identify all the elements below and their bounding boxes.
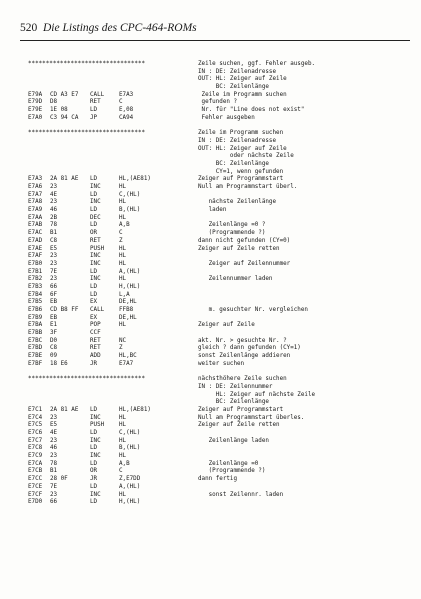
- listing-line: [28, 422, 413, 430]
- comment: sonst Zeilenlänge addieren: [198, 353, 291, 360]
- listing-line: [28, 99, 413, 107]
- address: E7A0: [28, 114, 43, 121]
- mnemonic: JP: [90, 114, 98, 121]
- hex-bytes: 09: [50, 353, 58, 360]
- address: E7A3: [28, 176, 43, 183]
- comment: nächste Zeilenlänge: [198, 199, 277, 206]
- address: E7C6: [28, 430, 43, 436]
- operand: A,B: [119, 222, 130, 229]
- address: E7BB: [28, 330, 43, 337]
- page-header: [20, 22, 410, 34]
- mnemonic: CCF: [90, 330, 101, 337]
- listing-line: [28, 492, 413, 500]
- comment: Zeilenlänge =0 ?: [198, 222, 266, 229]
- mnemonic: LD: [90, 445, 98, 452]
- operand: Z: [119, 345, 123, 352]
- section-title: Zeile im Programm suchen: [198, 130, 284, 137]
- comment: laden: [198, 207, 227, 214]
- operand: HL: [119, 199, 127, 206]
- comment: Fehler ausgeben: [198, 114, 255, 121]
- operand: B,(HL): [119, 207, 141, 214]
- address: E7B5: [28, 299, 43, 306]
- address: E7B0: [28, 260, 43, 267]
- comment: Zeiger auf Zeile retten: [198, 422, 280, 429]
- mnemonic: EX: [90, 314, 98, 321]
- comment: Zeiger auf Programmstart: [198, 176, 284, 183]
- comment: Zeiger auf Zeilennummer: [198, 260, 291, 267]
- mnemonic: JR: [90, 360, 98, 367]
- operand: E7A7: [119, 360, 134, 367]
- mnemonic: EX: [90, 299, 98, 306]
- comment: Zeiger auf Zeile: [198, 322, 255, 329]
- mnemonic: OR: [90, 468, 98, 475]
- address: E7CB: [28, 468, 43, 475]
- interface-note: IN : DE: Zeilenadresse: [198, 137, 277, 144]
- address: E7AF: [28, 253, 43, 260]
- address: E7CC: [28, 476, 43, 483]
- mnemonic: INC: [90, 414, 101, 421]
- comment: Zeilennummer laden: [198, 276, 273, 283]
- hex-bytes: 23: [50, 260, 58, 267]
- interface-note: IN : DE: Zeilenadresse: [198, 68, 277, 75]
- comment: Nr. für "Line does not exist": [198, 107, 305, 114]
- address: E7BA: [28, 322, 43, 329]
- operand: A,(HL): [119, 268, 141, 275]
- listing-line: [28, 438, 413, 446]
- listing-line: [28, 461, 413, 469]
- hex-bytes: 78: [50, 460, 58, 467]
- mnemonic: INC: [90, 276, 101, 283]
- operand: H,(HL): [119, 499, 141, 506]
- hex-bytes: 1E 08: [50, 107, 68, 114]
- mnemonic: INC: [90, 260, 101, 267]
- listing-line: [28, 338, 413, 346]
- comment: Zeiger auf Zeile retten: [198, 245, 280, 252]
- section-header-line: [28, 376, 413, 384]
- mnemonic: PUSH: [90, 422, 105, 429]
- address: E7A6: [28, 184, 43, 190]
- hex-bytes: 78: [50, 222, 58, 229]
- hex-bytes: 3F: [50, 330, 58, 337]
- hex-bytes: 23: [50, 253, 58, 260]
- interface-note: OUT: HL: Zeiger auf Zeile: [198, 145, 287, 152]
- operand: Z: [119, 237, 123, 244]
- mnemonic: LD: [90, 268, 98, 275]
- mnemonic: RET: [90, 345, 101, 352]
- comment: gleich ? dann gefunden (CY=1): [198, 345, 301, 352]
- hex-bytes: 23: [50, 491, 58, 498]
- address: E7B1: [28, 268, 43, 275]
- listing-line: [28, 115, 413, 123]
- listing-line: [28, 307, 413, 315]
- address: E7CF: [28, 491, 43, 498]
- interface-line: [28, 384, 413, 392]
- address: E7C9: [28, 453, 43, 460]
- operand: H,(HL): [119, 283, 141, 290]
- separator-stars: *********************************: [28, 130, 146, 137]
- listing-line: [28, 215, 413, 223]
- listing-line: [28, 445, 413, 453]
- comment: Zeile im Programm suchen: [198, 91, 287, 98]
- address: E7C7: [28, 437, 43, 444]
- listing-line: [28, 207, 413, 215]
- operand: HL: [119, 422, 127, 429]
- hex-bytes: C8: [50, 237, 58, 244]
- listing-line: [28, 292, 413, 300]
- mnemonic: LD: [90, 176, 98, 183]
- listing-line: [28, 92, 413, 100]
- section-title: nächsthöhere Zeile suchen: [198, 376, 287, 383]
- address: E7AE: [28, 245, 43, 252]
- hex-bytes: 2B: [50, 214, 58, 221]
- hex-bytes: 23: [50, 414, 58, 421]
- interface-line: [28, 161, 413, 169]
- operand: HL: [119, 260, 127, 267]
- address: E7B6: [28, 307, 43, 313]
- hex-bytes: 4E: [50, 430, 58, 436]
- address: E7BC: [28, 337, 43, 344]
- interface-line: [28, 146, 413, 154]
- mnemonic: DEC: [90, 214, 101, 221]
- listing-line: [28, 176, 413, 184]
- mnemonic: LD: [90, 283, 98, 290]
- comment: dann nicht gefunden (CY=0): [198, 237, 291, 244]
- operand: CA94: [119, 114, 134, 121]
- operand: C,(HL): [119, 430, 141, 436]
- interface-line: [28, 69, 413, 77]
- address: E7AA: [28, 214, 43, 221]
- address: E7BD: [28, 345, 43, 352]
- listing-line: [28, 322, 413, 330]
- mnemonic: JR: [90, 476, 98, 483]
- hex-bytes: 23: [50, 437, 58, 444]
- section-header-line: [28, 61, 413, 69]
- mnemonic: CALL: [90, 307, 105, 313]
- blank-line: [28, 369, 413, 377]
- address: E79D: [28, 99, 43, 106]
- interface-note: IN : DE: Zeilennummer: [198, 383, 273, 390]
- operand: A,(HL): [119, 483, 141, 490]
- interface-line: [28, 169, 413, 177]
- listing-line: [28, 184, 413, 192]
- operand: HL: [119, 322, 127, 329]
- interface-line: [28, 138, 413, 146]
- listing-line: [28, 276, 413, 284]
- operand: C: [119, 468, 123, 475]
- header-rule: [20, 40, 410, 41]
- operand: HL: [119, 491, 127, 498]
- listing-line: [28, 261, 413, 269]
- hex-bytes: E5: [50, 422, 58, 429]
- comment: Zeiger auf Programmstart: [198, 406, 284, 413]
- operand: HL: [119, 245, 127, 252]
- hex-bytes: 2A 81 AE: [50, 176, 79, 183]
- section-header-line: [28, 130, 413, 138]
- mnemonic: ADD: [90, 353, 101, 360]
- hex-bytes: 28 0F: [50, 476, 68, 483]
- listing-line: [28, 107, 413, 115]
- listing-line: [28, 222, 413, 230]
- hex-bytes: 46: [50, 207, 58, 214]
- listing-line: [28, 407, 413, 415]
- listing-line: [28, 230, 413, 238]
- address: E7C1: [28, 406, 43, 413]
- operand: E,08: [119, 107, 134, 114]
- separator-stars: *********************************: [28, 61, 146, 67]
- listing-line: [28, 345, 413, 353]
- comment: m. gesuchter Nr. vergleichen: [198, 307, 308, 313]
- address: E7B4: [28, 291, 43, 298]
- listing-line: [28, 430, 413, 438]
- operand: HL: [119, 437, 127, 444]
- comment: sonst Zeilennr. laden: [198, 491, 284, 498]
- operand: HL: [119, 253, 127, 260]
- hex-bytes: 18 E6: [50, 360, 68, 367]
- interface-note: BC: Zeilenlänge: [198, 84, 269, 91]
- mnemonic: LD: [90, 107, 98, 114]
- comment: akt. Nr. > gesuchte Nr. ?: [198, 337, 287, 344]
- operand: HL,(AE81): [119, 176, 151, 183]
- interface-line: [28, 399, 413, 407]
- comment: weiter suchen: [198, 360, 245, 367]
- hex-bytes: 7E: [50, 483, 58, 490]
- hex-bytes: 66: [50, 283, 58, 290]
- comment: dann fertig: [198, 476, 238, 483]
- listing-line: [28, 361, 413, 369]
- operand: HL,(AE81): [119, 406, 151, 413]
- hex-bytes: E1: [50, 322, 58, 329]
- operand: L,A: [119, 291, 130, 298]
- address: E7B9: [28, 314, 43, 321]
- address: E7C4: [28, 414, 43, 421]
- interface-note: BC: Zeilenlänge: [198, 399, 269, 406]
- assembly-listing: [28, 61, 413, 507]
- operand: A,B: [119, 460, 130, 467]
- hex-bytes: 23: [50, 276, 58, 283]
- mnemonic: INC: [90, 453, 101, 460]
- section-title: Zeile suchen, ggf. Fehler ausgeb.: [198, 61, 316, 67]
- listing-line: [28, 353, 413, 361]
- address: E7AC: [28, 230, 43, 237]
- address: E7CA: [28, 460, 43, 467]
- mnemonic: CALL: [90, 91, 105, 98]
- hex-bytes: 23: [50, 453, 58, 460]
- mnemonic: OR: [90, 230, 98, 237]
- mnemonic: RET: [90, 337, 101, 344]
- operand: HL,BC: [119, 353, 137, 360]
- interface-line: [28, 76, 413, 84]
- address: E7A9: [28, 207, 43, 214]
- operand: HL: [119, 184, 127, 190]
- address: E79E: [28, 107, 43, 114]
- hex-bytes: 46: [50, 445, 58, 452]
- hex-bytes: 23: [50, 199, 58, 206]
- hex-bytes: CD B8 FF: [50, 307, 79, 313]
- hex-bytes: 4E: [50, 191, 58, 198]
- mnemonic: RET: [90, 99, 101, 106]
- operand: C: [119, 99, 123, 106]
- listing-line: [28, 246, 413, 254]
- address: E7C5: [28, 422, 43, 429]
- comment: Null am Programmstart überl.: [198, 184, 298, 190]
- listing-line: [28, 476, 413, 484]
- interface-note: HL: Zeiger auf nächste Zeile: [198, 391, 316, 398]
- address: E7AD: [28, 237, 43, 244]
- hex-bytes: C8: [50, 345, 58, 352]
- operand: Z,E7DD: [119, 476, 141, 483]
- address: E7B3: [28, 283, 43, 290]
- listing-line: [28, 315, 413, 323]
- hex-bytes: D8: [50, 99, 58, 106]
- operand: HL: [119, 414, 127, 421]
- operand: FFB8: [119, 307, 134, 313]
- hex-bytes: C3 94 CA: [50, 114, 79, 121]
- address: E79A: [28, 91, 43, 98]
- hex-bytes: 7E: [50, 268, 58, 275]
- interface-note: BC: Zeilenlänge: [198, 160, 269, 167]
- hex-bytes: D0: [50, 337, 58, 344]
- interface-note: CY=1, wenn gefunden: [198, 168, 284, 175]
- operand: C: [119, 230, 123, 237]
- mnemonic: LD: [90, 460, 98, 467]
- operand: DE,HL: [119, 314, 137, 321]
- interface-line: [28, 153, 413, 161]
- hex-bytes: EB: [50, 299, 58, 306]
- hex-bytes: EB: [50, 314, 58, 321]
- operand: HL: [119, 276, 127, 283]
- address: E7BE: [28, 353, 43, 360]
- address: E7A8: [28, 199, 43, 206]
- address: E7A7: [28, 191, 43, 198]
- operand: NC: [119, 337, 127, 344]
- address: E7AB: [28, 222, 43, 229]
- operand: B,(HL): [119, 445, 141, 452]
- listing-line: [28, 299, 413, 307]
- hex-bytes: B1: [50, 468, 58, 475]
- mnemonic: PUSH: [90, 245, 105, 252]
- listing-line: [28, 192, 413, 200]
- hex-bytes: 23: [50, 184, 58, 190]
- address: E7CE: [28, 483, 43, 490]
- hex-bytes: 66: [50, 499, 58, 506]
- mnemonic: RET: [90, 237, 101, 244]
- mnemonic: INC: [90, 184, 101, 190]
- listing-line: [28, 269, 413, 277]
- mnemonic: INC: [90, 491, 101, 498]
- interface-note: OUT: HL: Zeiger auf Zeile: [198, 76, 287, 83]
- listing-line: [28, 253, 413, 261]
- operand: E7A3: [119, 91, 134, 98]
- running-title: Die Listings des CPC-464-ROMs: [43, 22, 197, 34]
- mnemonic: LD: [90, 499, 98, 506]
- comment: Zeilenlänge laden: [198, 437, 269, 444]
- mnemonic: INC: [90, 437, 101, 444]
- separator-stars: *********************************: [28, 376, 146, 383]
- listing-line: [28, 199, 413, 207]
- mnemonic: LD: [90, 291, 98, 298]
- operand: HL: [119, 453, 127, 460]
- mnemonic: LD: [90, 207, 98, 214]
- comment: (Programmende ?): [198, 468, 266, 475]
- operand: HL: [119, 214, 127, 221]
- listing-line: [28, 453, 413, 461]
- mnemonic: LD: [90, 222, 98, 229]
- hex-bytes: E5: [50, 245, 58, 252]
- hex-bytes: CD A3 E7: [50, 91, 79, 98]
- listing-line: [28, 284, 413, 292]
- listing-line: [28, 238, 413, 246]
- mnemonic: LD: [90, 430, 98, 436]
- hex-bytes: 2A 81 AE: [50, 406, 79, 413]
- address: E7B2: [28, 276, 43, 283]
- mnemonic: LD: [90, 191, 98, 198]
- mnemonic: LD: [90, 483, 98, 490]
- interface-note: oder nächste Zeile: [198, 153, 294, 160]
- interface-line: [28, 84, 413, 92]
- address: E7BF: [28, 360, 43, 367]
- comment: (Programmende ?): [198, 230, 266, 237]
- mnemonic: INC: [90, 199, 101, 206]
- page-number: 520: [20, 22, 38, 34]
- hex-bytes: 6F: [50, 291, 58, 298]
- listing-line: [28, 330, 413, 338]
- comment: gefunden ?: [198, 99, 238, 106]
- address: E7C8: [28, 445, 43, 452]
- comment: Zeilenlänge =0: [198, 460, 259, 467]
- mnemonic: POP: [90, 322, 101, 329]
- mnemonic: INC: [90, 253, 101, 260]
- mnemonic: LD: [90, 406, 98, 413]
- listing-line: [28, 484, 413, 492]
- listing-line: [28, 415, 413, 423]
- operand: DE,HL: [119, 299, 137, 306]
- address: E7D0: [28, 499, 43, 506]
- listing-line: [28, 499, 413, 507]
- listing-line: [28, 468, 413, 476]
- interface-line: [28, 392, 413, 400]
- operand: C,(HL): [119, 191, 141, 198]
- comment: Null am Programmstart überles.: [198, 414, 305, 421]
- hex-bytes: B1: [50, 230, 58, 237]
- blank-line: [28, 123, 413, 131]
